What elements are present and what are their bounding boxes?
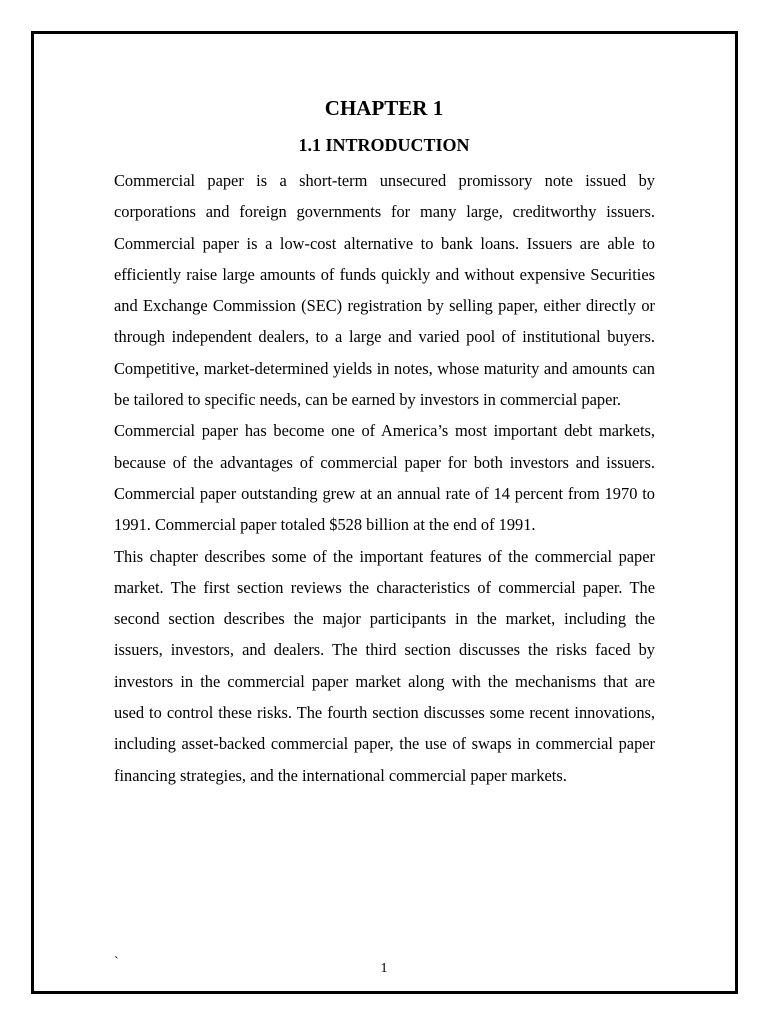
body-text (114, 165, 655, 791)
section-title: 1.1 INTRODUCTION (298, 135, 470, 155)
paragraph-2: Commercial paper has become one of America’s most important debt markets, because of the advantages of commercial paper for both investors and issuers. Commercial paper outstanding grew at an annual rate of 14 percent from 1970 to 1991. Commercial paper totaled $528 billion at the end of 1991. (114, 421, 655, 535)
page-number: 1 (380, 961, 388, 976)
paragraph-1: Commercial paper is a short-term unsecured promissory note issued by corporations and foreign governments for many large, creditworthy issuers. Commercial paper is a low-cost alternative to bank loans. Issuers are able to efficiently raise large amounts of funds quickly and without expensive Securities and Exchange Commission (SEC) registration by selling paper, either directly or through independent dealers, to a large and varied pool of institutional buyers. Competitive, market-determined yields in notes, whose maturity and amounts can be tailored to specific needs, can be earned by investors in commercial paper. (114, 171, 655, 410)
chapter-title: CHAPTER 1 (324, 96, 444, 120)
stray-mark: ` (114, 955, 119, 970)
paragraph-3: This chapter describes some of the important features of the commercial paper market. The first section reviews the characteristics of commercial paper. The second section describes the major participants in the market, including the issuers, investors, and dealers. The third section discusses the risks faced by investors in the commercial paper market along with the mechanisms that are used to control these risks. The fourth section discusses some recent innovations, including asset-backed commercial paper, the use of swaps in commercial paper financing strategies, and the international commercial paper markets. (114, 546, 655, 785)
